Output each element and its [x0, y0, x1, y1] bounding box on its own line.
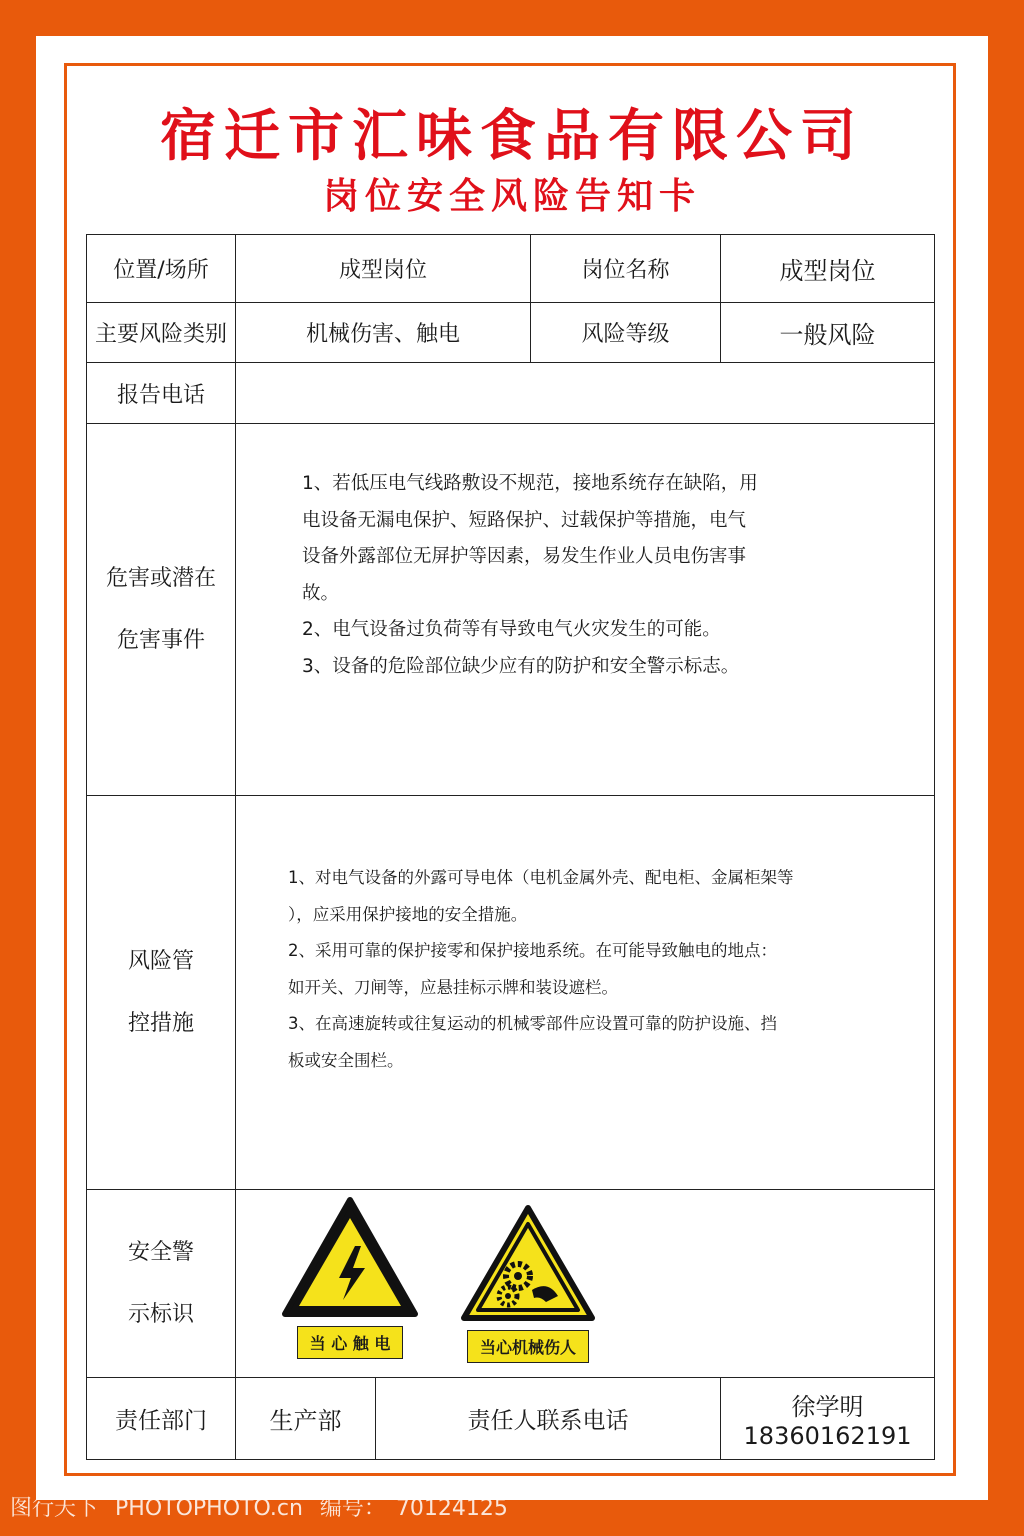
hazards-label-line: 危害或潜在 — [105, 565, 216, 591]
list-item: ），应采用保护接地的安全措施。 — [288, 904, 528, 924]
list-item: 2、采用可靠的保护接零和保护接地系统。在可能导致触电的地点： — [288, 941, 777, 960]
report-phone-label: 报告电话 — [87, 363, 236, 424]
list-item: 设备外露部位无屏护等因素，易发生作业人员电伤害事 — [302, 546, 747, 567]
table-row — [87, 1378, 935, 1460]
list-item: 3、设备的危险部位缺少应有的防护和安全警示标志。 — [302, 655, 740, 677]
report-phone-value — [236, 363, 935, 424]
table-row — [87, 363, 935, 424]
signs-label — [87, 1190, 236, 1378]
list-item: 如开关、刀闸等，应悬挂标示牌和装设遮栏。 — [288, 977, 618, 997]
watermark-id-value: 70124125 — [395, 1496, 508, 1521]
signs-label-line: 示标识 — [127, 1301, 194, 1327]
hazards-content — [236, 424, 935, 796]
post-name-value: 成型岗位 — [721, 235, 935, 303]
watermark-url: PHOTOPHOTO.cn — [115, 1496, 303, 1521]
signs-label-line: 安全警 — [127, 1239, 194, 1265]
mechanical-injury-sign — [458, 1204, 598, 1363]
location-value: 成型岗位 — [236, 235, 531, 303]
watermark-site: 图行天下 — [10, 1496, 99, 1521]
table-row — [87, 1190, 935, 1378]
watermark — [10, 1492, 518, 1526]
company-title: 宿迁市汇味食品有限公司 — [160, 104, 864, 169]
list-item: 故。 — [302, 582, 340, 604]
safety-signs-cell — [236, 1190, 935, 1378]
electric-shock-sign — [280, 1196, 420, 1359]
contact-phone-label: 责任人联系电话 — [376, 1378, 721, 1460]
risk-type-value: 机械伤害、触电 — [236, 303, 531, 363]
list-item: 1、若低压电气线路敷设不规范，接地系统存在缺陷，用 — [302, 473, 758, 494]
risk-level-label: 风险等级 — [531, 303, 721, 363]
risk-card-table — [86, 234, 935, 1460]
list-item: 1、对电气设备的外露可导电体（电机金属外壳、配电柜、金属柜架等 — [288, 868, 794, 887]
table-row — [87, 796, 935, 1190]
table-row — [87, 235, 935, 303]
responsible-dept-label: 责任部门 — [87, 1378, 236, 1460]
responsible-dept-value: 生产部 — [236, 1378, 376, 1460]
hazards-label-line: 危害事件 — [116, 627, 205, 653]
measures-list — [288, 860, 874, 1079]
electric-shock-warning-icon — [281, 1196, 419, 1320]
table-row — [87, 303, 935, 363]
risk-type-label: 主要风险类别 — [87, 303, 236, 363]
risk-level-value: 一般风险 — [721, 303, 935, 363]
list-item: 电设备无漏电保护、短路保护、过载保护等措施，电气 — [302, 509, 747, 531]
list-item: 板或安全围栏。 — [288, 1050, 404, 1070]
mechanical-injury-caption: 当心机械伤人 — [467, 1330, 589, 1363]
hazards-label — [87, 424, 236, 796]
table-row — [87, 424, 935, 796]
location-label: 位置/场所 — [87, 235, 236, 303]
card-subtitle: 岗位安全风险告知卡 — [322, 176, 701, 217]
watermark-id-label: 编号： — [319, 1496, 386, 1521]
electric-shock-caption: 当 心 触 电 — [297, 1326, 404, 1359]
measures-label — [87, 796, 236, 1190]
mechanical-injury-warning-icon — [460, 1204, 596, 1324]
list-item: 2、电气设备过负荷等有导致电气火灾发生的可能。 — [302, 619, 721, 640]
list-item: 3、在高速旋转或往复运动的机械零部件应设置可靠的防护设施、挡 — [288, 1014, 777, 1033]
measures-label-line: 风险管 — [127, 948, 194, 974]
measures-content — [236, 796, 935, 1190]
post-name-label: 岗位名称 — [531, 235, 721, 303]
measures-label-line: 控措施 — [127, 1010, 194, 1036]
hazards-list — [302, 466, 864, 685]
contact-phone-value: 徐学明 18360162191 — [721, 1378, 935, 1460]
